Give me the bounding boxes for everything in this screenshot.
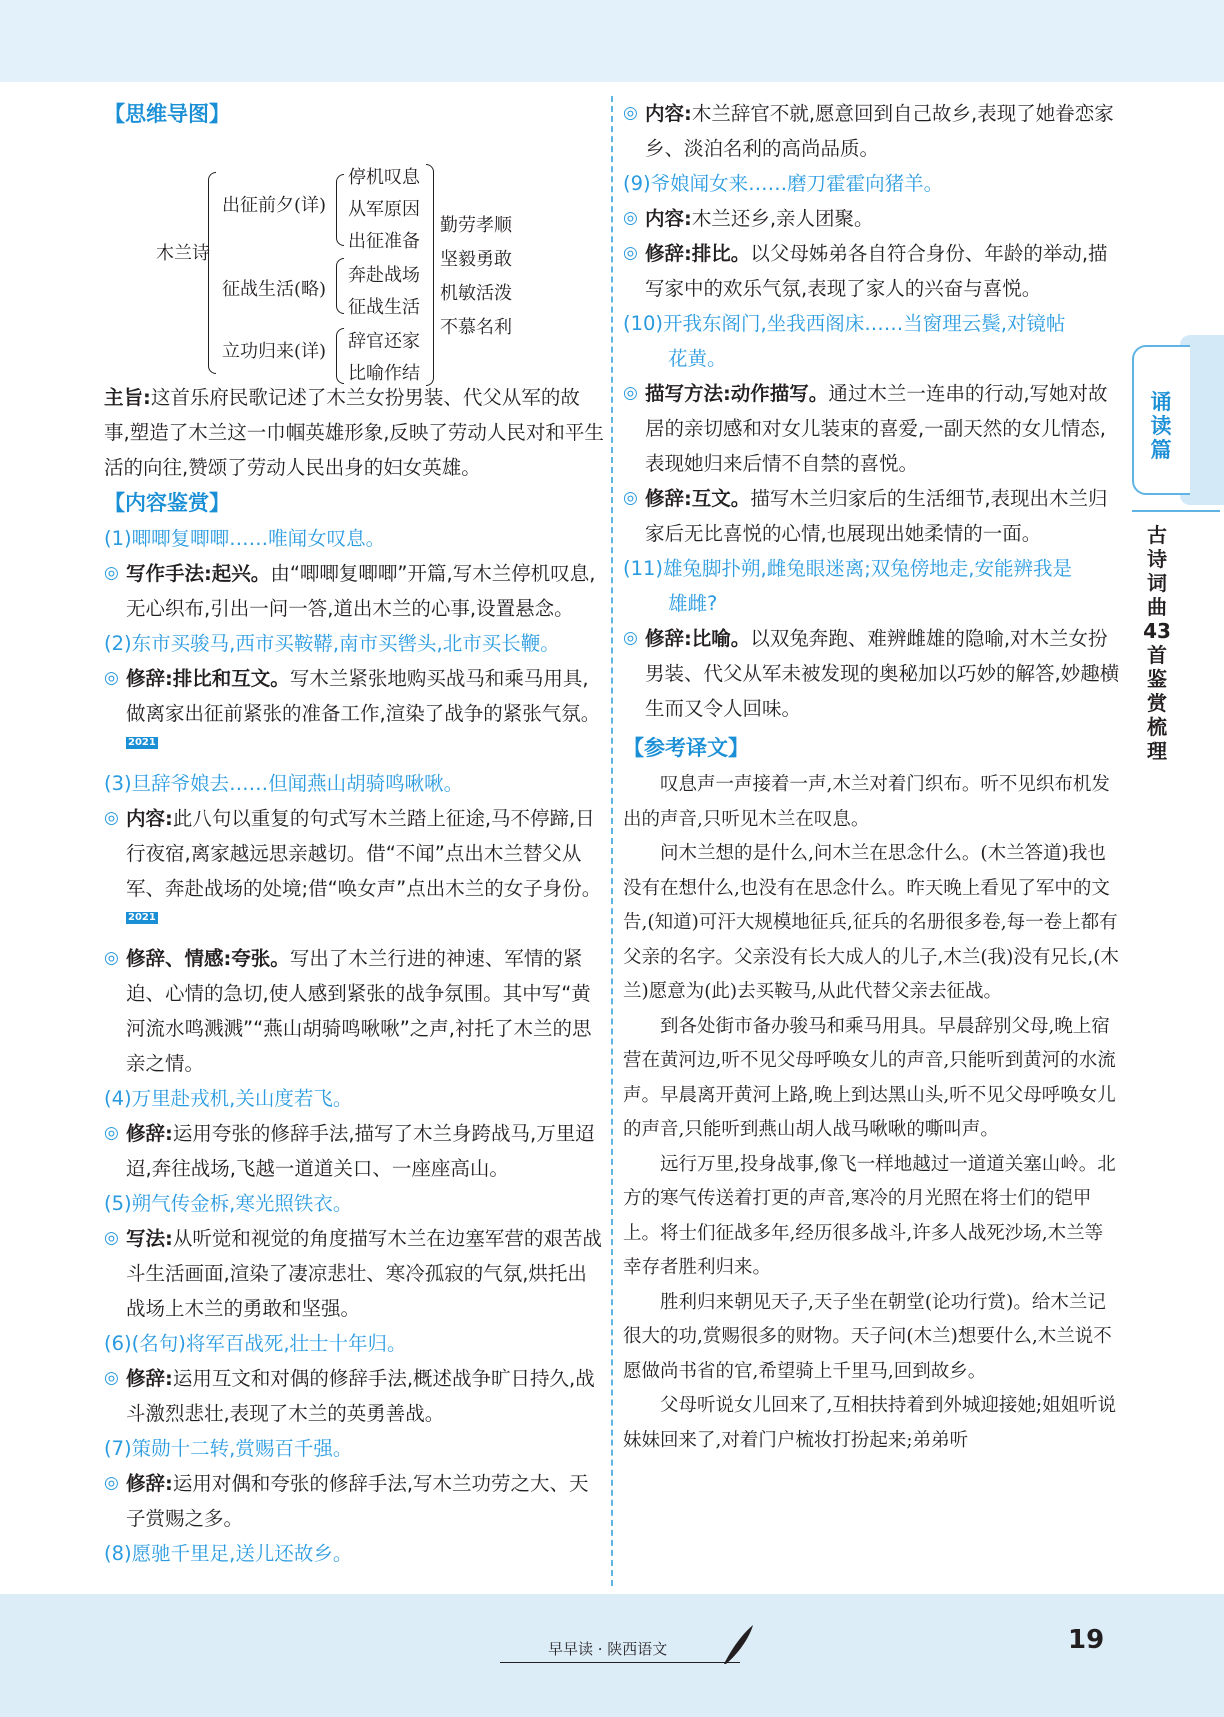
bullet-icon: ◎ xyxy=(623,383,638,403)
quote-line: (7)策勋十二转,赏赐百千强。 xyxy=(104,1437,353,1460)
bullet-icon: ◎ xyxy=(623,243,638,263)
quote-line: (4)万里赴戎机,关山度若飞。 xyxy=(104,1087,353,1110)
analysis-label: 修辞:比喻。 xyxy=(645,627,751,650)
mindmap-leaf: 出征准备 xyxy=(348,231,420,252)
bullet-icon: ◎ xyxy=(104,563,119,583)
year-badge: 2021 xyxy=(128,912,156,923)
mindmap-leaf: 辞官还家 xyxy=(348,331,420,352)
quote-line: (8)愿驰千里足,送儿还故乡。 xyxy=(104,1542,353,1565)
mindmap-title: 【思维导图】 xyxy=(104,102,230,126)
theme-text: 这首乐府民歌记述了木兰女扮男装、代父从军的故事,塑造了木兰这一巾帼英雄形象,反映了劳动人民对和平生活的向往,赞颂了劳动人民出身的妇女英雄。 xyxy=(104,386,604,479)
analysis-item xyxy=(104,1221,604,1326)
mindmap-branch: 立功归来(详) xyxy=(222,341,327,362)
theme-paragraph xyxy=(104,374,604,485)
theme-label: 主旨: xyxy=(104,386,151,409)
mindmap-brace xyxy=(336,258,344,314)
analysis-item xyxy=(623,376,1120,481)
analysis-item xyxy=(623,621,1120,726)
analysis-item xyxy=(623,481,1120,551)
year-badge: 2021 xyxy=(128,737,156,748)
bullet-icon: ◎ xyxy=(104,1228,119,1248)
mind-map xyxy=(104,132,604,384)
analysis-label: 修辞:排比。 xyxy=(645,242,751,265)
mindmap-leaf: 停机叹息 xyxy=(348,167,420,188)
translation-paragraph: 叹息声一声接着一声,木兰对着门织布。听不见织布机发出的声音,只听见木兰在叹息。 xyxy=(623,774,1110,830)
analysis-text: 木兰辞官不就,愿意回到自己故乡,表现了她眷恋家乡、淡泊名利的高尚品质。 xyxy=(645,102,1114,160)
quote-line: (10)开我东阁门,坐我西阁床……当窗理云鬓,对镜帖 xyxy=(623,312,1066,335)
analysis-text: 以父母姊弟各自符合身份、年龄的举动,描写家中的欢乐气氛,表现了家人的兴奋与喜悦。 xyxy=(645,242,1108,300)
analysis-label: 修辞:排比和互文。 xyxy=(126,667,290,690)
analysis-text: 通过木兰一连串的行动,写她对故居的亲切感和对女儿装束的喜爱,一副天然的女儿情态,表现她归来后情不自禁的喜悦。 xyxy=(645,382,1108,475)
analysis-label: 修辞: xyxy=(126,1367,173,1390)
analysis-item xyxy=(104,801,604,941)
analysis-label: 修辞、情感:夸张。 xyxy=(126,947,290,970)
analysis-text: 运用对偶和夸张的修辞手法,写木兰功劳之大、天子赏赐之多。 xyxy=(126,1472,589,1530)
quote-line: (11)雄兔脚扑朔,雌兔眼迷离;双兔傍地走,安能辨我是 xyxy=(623,557,1072,580)
bullet-icon: ◎ xyxy=(104,948,119,968)
appreciation-title: 【内容鉴赏】 xyxy=(104,491,230,515)
analysis-item xyxy=(104,941,604,1081)
footer-line xyxy=(500,1662,740,1663)
mindmap-leaf: 奔赴战场 xyxy=(348,265,420,286)
analysis-text: 从听觉和视觉的角度描写木兰在边塞军营的艰苦战斗生活画面,渲染了凄凉悲壮、寒冷孤寂的气氛,烘托出战场上木兰的勇敢和坚强。 xyxy=(126,1227,602,1320)
analysis-text: 以双兔奔跑、难辨雌雄的隐喻,对木兰女扮男装、代父从军未被发现的奥秘加以巧妙的解答,妙趣横生而又令人回味。 xyxy=(645,627,1120,720)
bullet-icon: ◎ xyxy=(623,628,638,648)
mindmap-branch: 出征前夕(详) xyxy=(222,195,327,216)
footer-text: 早早读 · 陕西语文 xyxy=(548,1640,668,1658)
mindmap-brace xyxy=(336,174,344,246)
mindmap-brace xyxy=(336,328,344,384)
mindmap-theme: 勤劳孝顺 xyxy=(440,215,512,236)
analysis-label: 修辞:互文。 xyxy=(645,487,751,510)
bullet-icon: ◎ xyxy=(104,1473,119,1493)
bullet-icon: ◎ xyxy=(104,668,119,688)
mindmap-root: 木兰诗 xyxy=(156,243,210,264)
analysis-label: 写法: xyxy=(126,1227,173,1250)
quote-line: (5)朔气传金柝,寒光照铁衣。 xyxy=(104,1192,353,1215)
analysis-label: 内容: xyxy=(126,807,173,830)
analysis-label: 写作手法:起兴。 xyxy=(126,562,271,585)
translation-paragraph: 问木兰想的是什么,问木兰在思念什么。(木兰答道)我也没有在想什么,也没有在思念什么。昨天晚上看见了军中的文告,(知道)可汗大规模地征兵,征兵的名册很多卷,每一卷上都有父亲的名字。父亲没有长大成人的儿子,木兰(我)没有兄长,(木兰)愿意为(此)去买鞍马,从此代替父亲去征战。 xyxy=(623,843,1119,1002)
mindmap-brace-root xyxy=(208,172,216,374)
mindmap-theme: 机敏活泼 xyxy=(440,283,512,304)
quote-line: (2)东市买骏马,西市买鞍鞯,南市买辔头,北市买长鞭。 xyxy=(104,632,560,655)
reference-title: 【参考译文】 xyxy=(623,736,749,760)
translation-paragraph: 胜利归来朝见天子,天子坐在朝堂(论功行赏)。给木兰记很大的功,赏赐很多的财物。天子问(木兰)想要什么,木兰说不愿做尚书省的官,希望骑上千里马,回到故乡。 xyxy=(623,1291,1112,1382)
analysis-text: 写出了木兰行进的神速、军情的紧迫、心情的急切,使人感到紧张的战争氛围。其中写“黄河流水鸣溅溅”“燕山胡骑鸣啾啾”之声,衬托了木兰的思亲之情。 xyxy=(126,947,592,1075)
quote-line-continued: 花黄。 xyxy=(668,347,727,370)
analysis-label: 修辞: xyxy=(126,1122,173,1145)
sidebar-rule xyxy=(1132,510,1220,512)
analysis-text: 由“唧唧复唧唧”开篇,写木兰停机叹息,无心织布,引出一问一答,道出木兰的心事,设置悬念。 xyxy=(126,562,596,620)
quote-line: (6)(名句)将军百战死,壮士十年归。 xyxy=(104,1332,407,1355)
quote-line-continued: 雄雌? xyxy=(668,592,718,615)
bullet-icon: ◎ xyxy=(104,808,119,828)
mindmap-leaf: 比喻作结 xyxy=(348,363,420,384)
analysis-text: 木兰还乡,亲人团聚。 xyxy=(691,207,874,230)
analysis-text: 运用夸张的修辞手法,描写了木兰身跨战马,万里迢迢,奔往战场,飞越一道道关口、一座座高山。 xyxy=(126,1122,595,1180)
analysis-label: 修辞: xyxy=(126,1472,173,1495)
analysis-item xyxy=(104,1361,604,1431)
translation-paragraph: 父母听说女儿回来了,互相扶持着到外城迎接她;姐姐听说妹妹回来了,对着门户梳妆打扮起来;弟弟听 xyxy=(623,1395,1117,1451)
mindmap-theme: 坚毅勇敢 xyxy=(440,249,512,270)
mindmap-branch: 征战生活(略) xyxy=(222,279,327,300)
analysis-item xyxy=(623,201,1120,236)
analysis-item xyxy=(623,96,1120,166)
analysis-item xyxy=(104,1116,604,1186)
analysis-text: 写木兰紧张地购买战马和乘马用具,做离家出征前紧张的准备工作,渲染了战争的紧张气氛。 xyxy=(126,667,601,725)
translation-paragraph: 远行万里,投身战事,像飞一样地越过一道道关塞山岭。北方的寒气传送着打更的声音,寒冷的月光照在将士们的铠甲上。将士们征战多年,经历很多战斗,许多人战死沙场,木兰等幸存者胜利归来。 xyxy=(623,1153,1116,1278)
top-band xyxy=(0,0,1224,82)
analysis-label: 描写方法:动作描写。 xyxy=(645,382,829,405)
bullet-icon: ◎ xyxy=(623,488,638,508)
mindmap-brace-right xyxy=(426,164,434,386)
bullet-icon: ◎ xyxy=(623,103,638,123)
analysis-item xyxy=(104,1466,604,1536)
pen-icon xyxy=(720,1622,756,1666)
sidebar-title: 古诗词曲43首鉴赏梳理 xyxy=(1143,523,1171,763)
bullet-icon: ◎ xyxy=(104,1368,119,1388)
page-number: 19 xyxy=(1068,1625,1105,1655)
analysis-item xyxy=(104,556,604,626)
quote-line: (9)爷娘闻女来……磨刀霍霍向猪羊。 xyxy=(623,172,944,195)
column-divider xyxy=(611,96,613,1586)
bullet-icon: ◎ xyxy=(104,1123,119,1143)
bullet-icon: ◎ xyxy=(623,208,638,228)
analysis-item xyxy=(104,661,604,766)
mindmap-theme: 不慕名利 xyxy=(440,317,512,338)
left-column xyxy=(104,96,604,1571)
quote-line: (1)唧唧复唧唧……唯闻女叹息。 xyxy=(104,527,386,550)
mindmap-leaf: 征战生活 xyxy=(348,297,420,318)
analysis-label: 内容: xyxy=(645,207,692,230)
mindmap-leaf: 从军原因 xyxy=(348,199,420,220)
analysis-text: 描写木兰归家后的生活细节,表现出木兰归家后无比喜悦的心情,也展现出她柔情的一面。 xyxy=(645,487,1108,545)
analysis-text: 此八句以重复的句式写木兰踏上征途,马不停蹄,日行夜宿,离家越远思亲越切。借“不闻”点出木兰替父从军、奔赴战场的处境;借“唤女声”点出木兰的女子身份。 xyxy=(126,807,602,900)
analysis-label: 内容: xyxy=(645,102,692,125)
analysis-item xyxy=(623,236,1120,306)
sidebar-tab-label: 诵读篇 xyxy=(1150,390,1172,462)
right-column xyxy=(623,96,1120,1458)
quote-line: (3)旦辞爷娘去……但闻燕山胡骑鸣啾啾。 xyxy=(104,772,464,795)
analysis-text: 运用互文和对偶的修辞手法,概述战争旷日持久,战斗激烈悲壮,表现了木兰的英勇善战。 xyxy=(126,1367,595,1425)
translation-paragraph: 到各处街市备办骏马和乘马用具。早晨辞别父母,晚上宿营在黄河边,听不见父母呼唤女儿的声音,只能听到黄河的水流声。早晨离开黄河上路,晚上到达黑山头,听不见父母呼唤女儿的声音,只能听到燕山胡人战马啾啾的嘶叫声。 xyxy=(623,1015,1116,1140)
